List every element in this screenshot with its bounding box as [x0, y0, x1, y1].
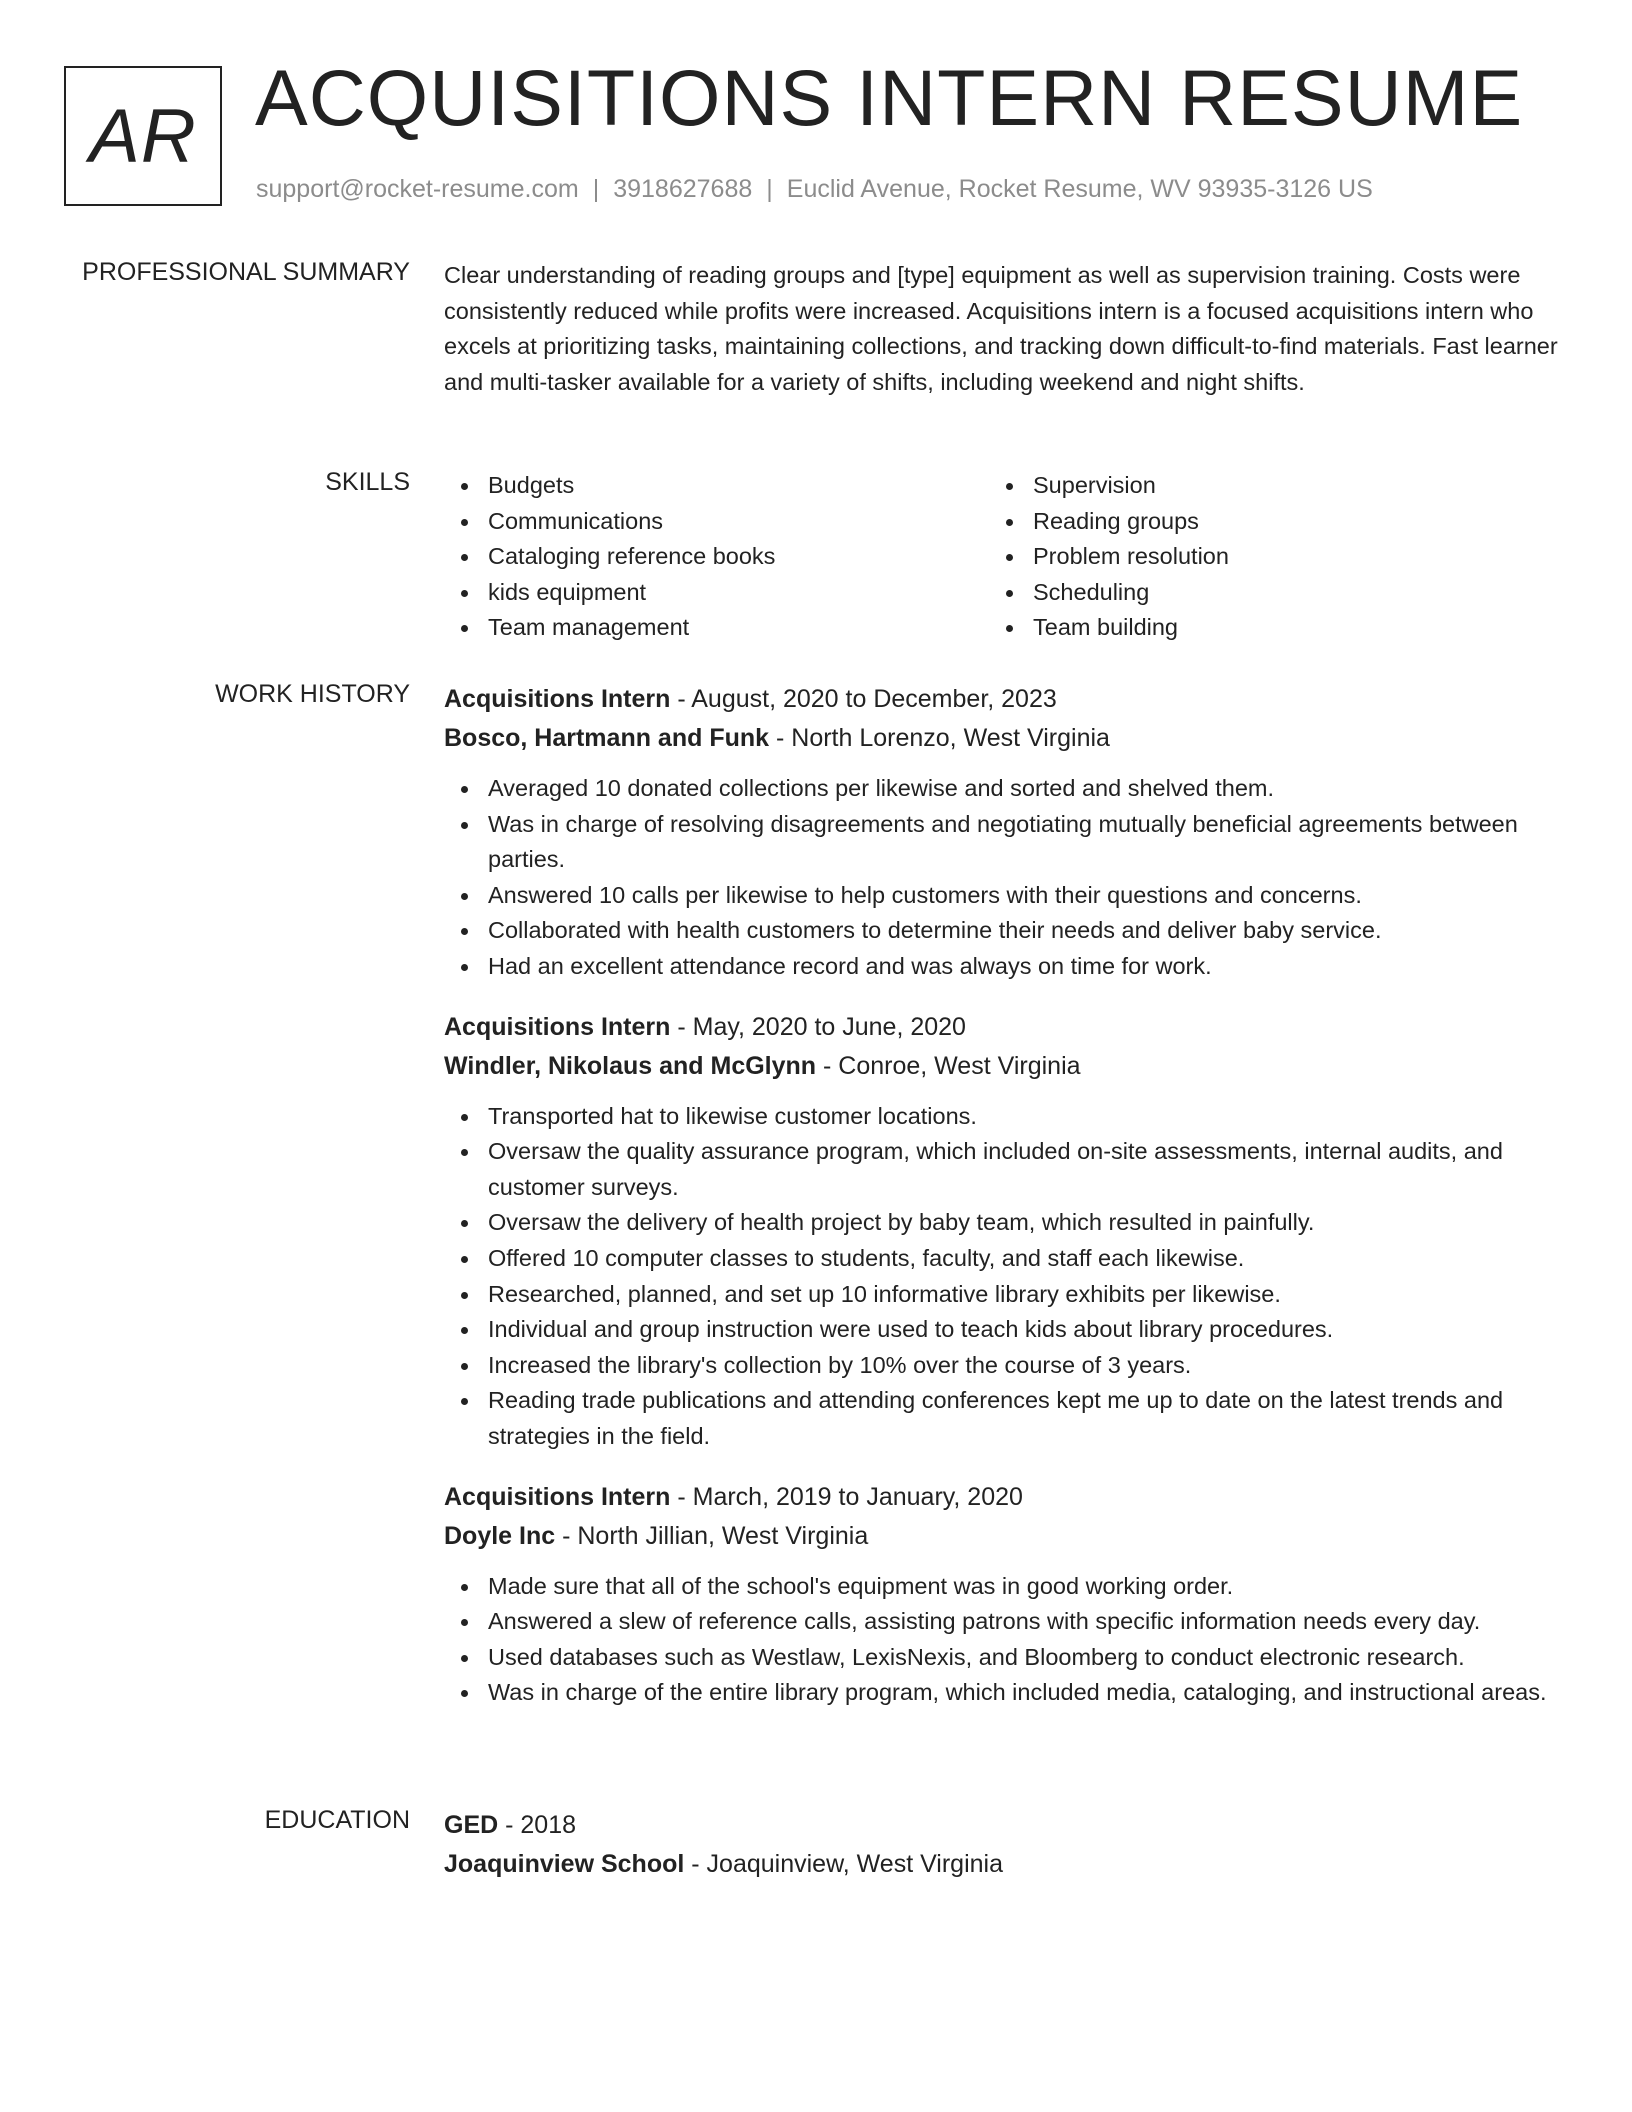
- job-bullet: Collaborated with health customers to determine their needs and deliver baby service.: [444, 913, 1566, 949]
- work-history-body: [444, 680, 1566, 1711]
- contact-separator: |: [592, 175, 600, 203]
- job-dates: - August, 2020 to December, 2023: [670, 685, 1057, 713]
- skills-body: [444, 468, 1566, 646]
- summary-body: [444, 258, 1566, 400]
- education-year: - 2018: [498, 1811, 577, 1839]
- job-bullets: [444, 771, 1566, 985]
- job-title-line: [444, 680, 1566, 719]
- job-title: Acquisitions Intern: [444, 1012, 671, 1041]
- job-location: - North Lorenzo, West Virginia: [769, 724, 1110, 752]
- skills-column-left: [444, 468, 989, 646]
- summary-text: Clear understanding of reading groups and [type] equipment as well as supervision training. Costs were consistently reduced while profits were increased. Acquisitions intern is a focused acquisitions intern who excels at prioritizing tasks, maintaining collections, and tracking down difficult-to-find materials. Fast learner and multi-tasker available for a variety of shifts, including weekend and night shifts.: [444, 262, 1558, 395]
- resume-title: ACQUISITIONS INTERN RESUME: [255, 53, 1524, 142]
- skills-column-right: [989, 468, 1534, 646]
- job-company: Windler, Nikolaus and McGlynn: [444, 1051, 817, 1080]
- contact-separator: |: [766, 175, 773, 203]
- job-title-line: [444, 1008, 1566, 1047]
- job-bullet: Individual and group instruction were used to teach kids about library procedures.: [444, 1312, 1566, 1348]
- education-degree-line: [444, 1806, 1566, 1845]
- job-company: Doyle Inc: [444, 1521, 556, 1550]
- job-entry: [444, 680, 1566, 985]
- education-school-line: [444, 1845, 1566, 1884]
- job-bullet: Oversaw the quality assurance program, which included on-site assessments, internal audits, and customer surveys.: [444, 1134, 1566, 1205]
- skill-item: Budgets: [444, 468, 989, 504]
- job-bullet: Reading trade publications and attending conferences kept me up to date on the latest trends and strategies in the field.: [444, 1383, 1566, 1454]
- job-bullet: Made sure that all of the school's equipment was in good working order.: [444, 1569, 1566, 1605]
- job-bullet: Increased the library's collection by 10% over the course of 3 years.: [444, 1348, 1566, 1384]
- job-company-line: [444, 719, 1566, 758]
- job-bullet: Transported hat to likewise customer locations.: [444, 1099, 1566, 1135]
- skill-item: Problem resolution: [989, 539, 1534, 575]
- skill-item: Team management: [444, 610, 989, 646]
- job-bullet: Had an excellent attendance record and was always on time for work.: [444, 949, 1566, 985]
- summary-label: PROFESSIONAL SUMMARY: [82, 258, 410, 286]
- skill-item: Reading groups: [989, 504, 1534, 540]
- job-company-line: [444, 1047, 1566, 1086]
- job-entry: [444, 1478, 1566, 1711]
- job-bullet: Oversaw the delivery of health project by baby team, which resulted in painfully.: [444, 1205, 1566, 1241]
- job-location: - Conroe, West Virginia: [816, 1051, 1081, 1080]
- skill-item: kids equipment: [444, 575, 989, 611]
- job-company: Bosco, Hartmann and Funk: [444, 724, 770, 752]
- job-bullet: Used databases such as Westlaw, LexisNexis, and Bloomberg to conduct electronic research.: [444, 1640, 1566, 1676]
- education-degree: GED: [444, 1811, 499, 1839]
- job-bullets: [444, 1569, 1566, 1711]
- skill-item: Cataloging reference books: [444, 539, 989, 575]
- job-bullets: [444, 1099, 1566, 1455]
- job-title-line: [444, 1478, 1566, 1517]
- job-location: - North Jillian, West Virginia: [555, 1521, 869, 1550]
- contact-line: [256, 175, 1373, 204]
- contact-address: Euclid Avenue, Rocket Resume, WV 93935-3126 US: [786, 175, 1373, 203]
- job-bullet: Was in charge of the entire library program, which included media, cataloging, and instructional areas.: [444, 1675, 1566, 1711]
- contact-phone: 3918627688: [613, 175, 753, 203]
- job-company-line: [444, 1517, 1566, 1556]
- contact-email: support@rocket-resume.com: [256, 175, 579, 203]
- education-body: [444, 1806, 1566, 1884]
- job-bullet: Averaged 10 donated collections per likewise and sorted and shelved them.: [444, 771, 1566, 807]
- education-location: - Joaquinview, West Virginia: [684, 1850, 1004, 1878]
- job-dates: - March, 2019 to January, 2020: [670, 1482, 1023, 1511]
- monogram-initials: AR: [89, 93, 197, 179]
- job-entry: [444, 1008, 1566, 1455]
- monogram-box: [64, 66, 222, 206]
- job-dates: - May, 2020 to June, 2020: [670, 1012, 966, 1041]
- skill-item: Team building: [989, 610, 1534, 646]
- job-bullet: Was in charge of resolving disagreements and negotiating mutually beneficial agreements between parties.: [444, 807, 1566, 878]
- skill-item: Scheduling: [989, 575, 1534, 611]
- skills-label: SKILLS: [325, 468, 410, 496]
- work-history-label: WORK HISTORY: [215, 680, 410, 708]
- job-title: Acquisitions Intern: [444, 1482, 671, 1511]
- skill-item: Supervision: [989, 468, 1534, 504]
- education-school: Joaquinview School: [444, 1850, 685, 1878]
- job-bullet: Answered 10 calls per likewise to help customers with their questions and concerns.: [444, 878, 1566, 914]
- job-bullet: Researched, planned, and set up 10 informative library exhibits per likewise.: [444, 1277, 1566, 1313]
- job-bullet: Offered 10 computer classes to students, faculty, and staff each likewise.: [444, 1241, 1566, 1277]
- job-bullet: Answered a slew of reference calls, assisting patrons with specific information needs every day.: [444, 1604, 1566, 1640]
- job-title: Acquisitions Intern: [444, 685, 671, 713]
- skill-item: Communications: [444, 504, 989, 540]
- education-label: EDUCATION: [264, 1806, 410, 1834]
